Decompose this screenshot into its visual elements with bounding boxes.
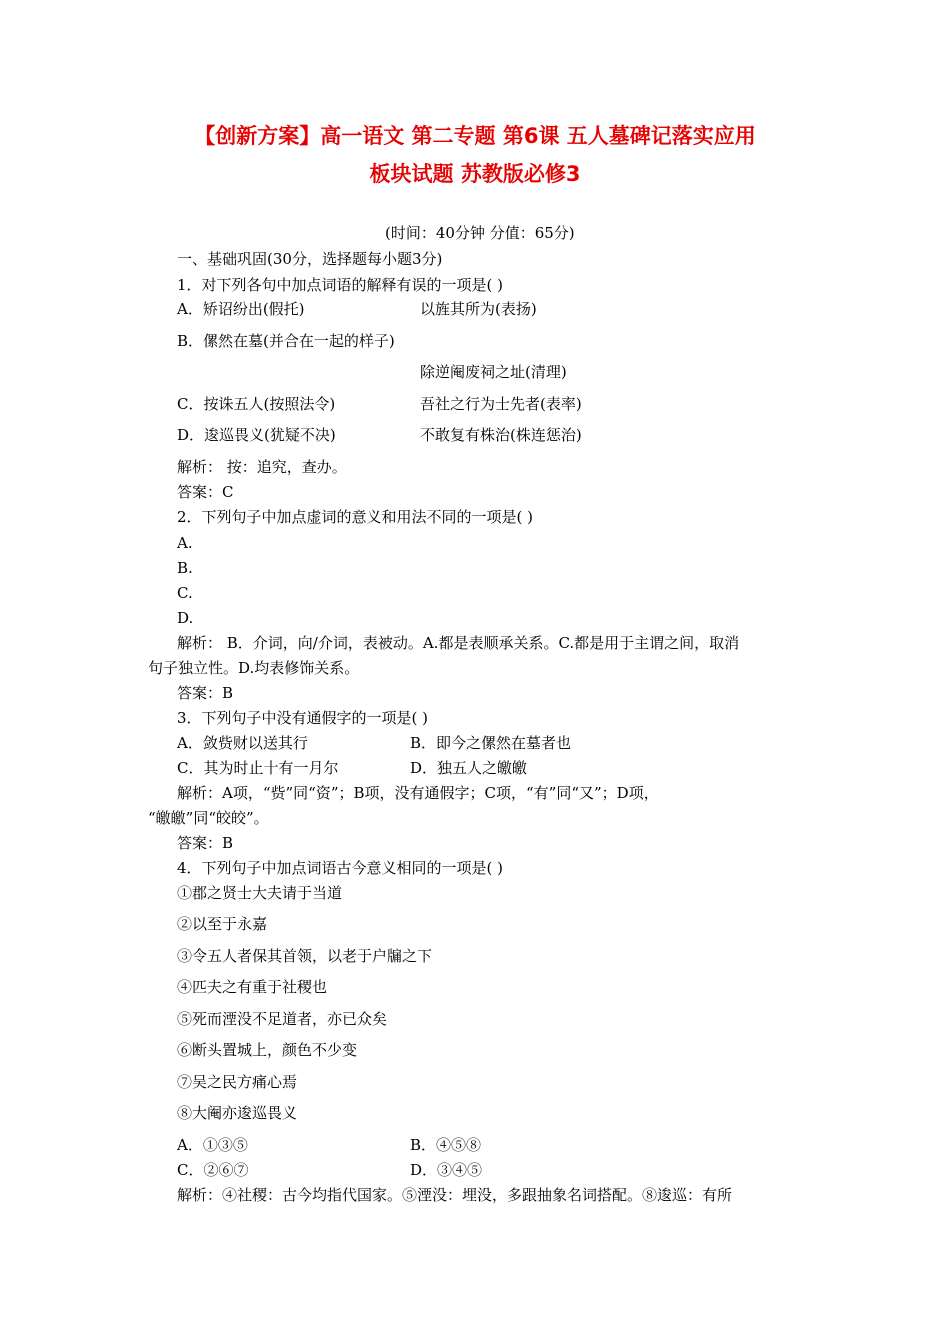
q1-option-c-left: C．按诛五人(按照法令) xyxy=(177,395,336,413)
document-title-line2: 板块试题 苏教版必修3 xyxy=(369,162,581,186)
q2-stem: 2．下列句子中加点虚词的意义和用法不同的一项是( ) xyxy=(177,508,534,526)
q4-item: ③令五人者保其首领，以老于户牖之下 xyxy=(177,947,433,965)
q4-item: ①郡之贤士大夫请于当道 xyxy=(177,884,343,902)
q1-option-a-right: 以旌其所为(表扬) xyxy=(420,300,537,318)
section-heading: 一、基础巩固(30分，选择题每小题3分) xyxy=(177,250,443,268)
q4-item: ④匹夫之有重于社稷也 xyxy=(177,978,328,996)
q2-analysis-line1: 解析： B．介词，向/介词，表被动。A.都是表顺承关系。C.都是用于主谓之间，取消 xyxy=(177,634,740,652)
q2-option-a: A. xyxy=(177,534,193,552)
q4-item: ⑥断头置城上，颜色不少变 xyxy=(177,1041,358,1059)
q1-option-b-right: 除逆阉废祠之址(清理) xyxy=(420,363,567,381)
q4-stem: 4．下列句子中加点词语古今意义相同的一项是( ) xyxy=(177,859,504,877)
q3-option-a: A．敛赀财以送其行 xyxy=(177,734,308,752)
q3-option-b: B．即今之傫然在墓者也 xyxy=(410,734,572,752)
q4-analysis: 解析：④社稷：古今均指代国家。⑤湮没：埋没，多跟抽象名词搭配。⑧逡巡：有所 xyxy=(177,1186,733,1204)
q1-analysis: 解析： 按：追究，查办。 xyxy=(177,458,347,476)
q2-analysis-line2: 句子独立性。D.均表修饰关系。 xyxy=(148,659,360,677)
q4-item: ⑦吴之民方痛心焉 xyxy=(177,1073,298,1091)
q2-option-b: B. xyxy=(177,559,193,577)
q1-option-d-right: 不敢复有株治(株连惩治) xyxy=(420,426,582,444)
q1-stem: 1．对下列各句中加点词语的解释有误的一项是( ) xyxy=(177,276,504,294)
q4-item: ⑤死而湮没不足道者，亦已众矣 xyxy=(177,1010,388,1028)
q2-option-c: C. xyxy=(177,584,193,602)
q1-option-c-right: 吾社之行为士先者(表率) xyxy=(420,395,582,413)
q4-option-b: B．④⑤⑧ xyxy=(410,1136,482,1154)
q4-option-a: A．①③⑤ xyxy=(177,1136,248,1154)
q3-analysis-line1: 解析：A项，“赀”同“资”；B项，没有通假字；C项，“有”同“又”；D项， xyxy=(177,784,659,802)
q4-item: ②以至于永嘉 xyxy=(177,915,268,933)
q3-analysis-line2: “皦皦”同“皎皎”。 xyxy=(148,809,269,827)
q2-answer: 答案：B xyxy=(177,684,234,702)
q1-option-d-left: D．逡巡畏义(犹疑不决) xyxy=(177,426,336,444)
q3-stem: 3．下列句子中没有通假字的一项是( ) xyxy=(177,709,429,727)
q3-answer: 答案：B xyxy=(177,834,234,852)
q2-option-d: D. xyxy=(177,609,194,627)
q1-option-a-left: A．矫诏纷出(假托) xyxy=(177,300,305,318)
q1-option-b-left: B．傫然在墓(并合在一起的样子) xyxy=(177,332,395,350)
q4-option-d: D．③④⑤ xyxy=(410,1161,483,1179)
q4-item: ⑧大阉亦逡巡畏义 xyxy=(177,1104,298,1122)
document-title-line1: 【创新方案】高一语文 第二专题 第6课 五人墓碑记落实应用 xyxy=(194,124,756,148)
q1-answer: 答案：C xyxy=(177,483,234,501)
q3-option-d: D．独五人之皦皦 xyxy=(410,759,528,777)
q3-option-c: C．其为时止十有一月尔 xyxy=(177,759,339,777)
time-score-info: (时间：40分钟 分值：65分) xyxy=(385,224,575,242)
q4-option-c: C．②⑥⑦ xyxy=(177,1161,249,1179)
